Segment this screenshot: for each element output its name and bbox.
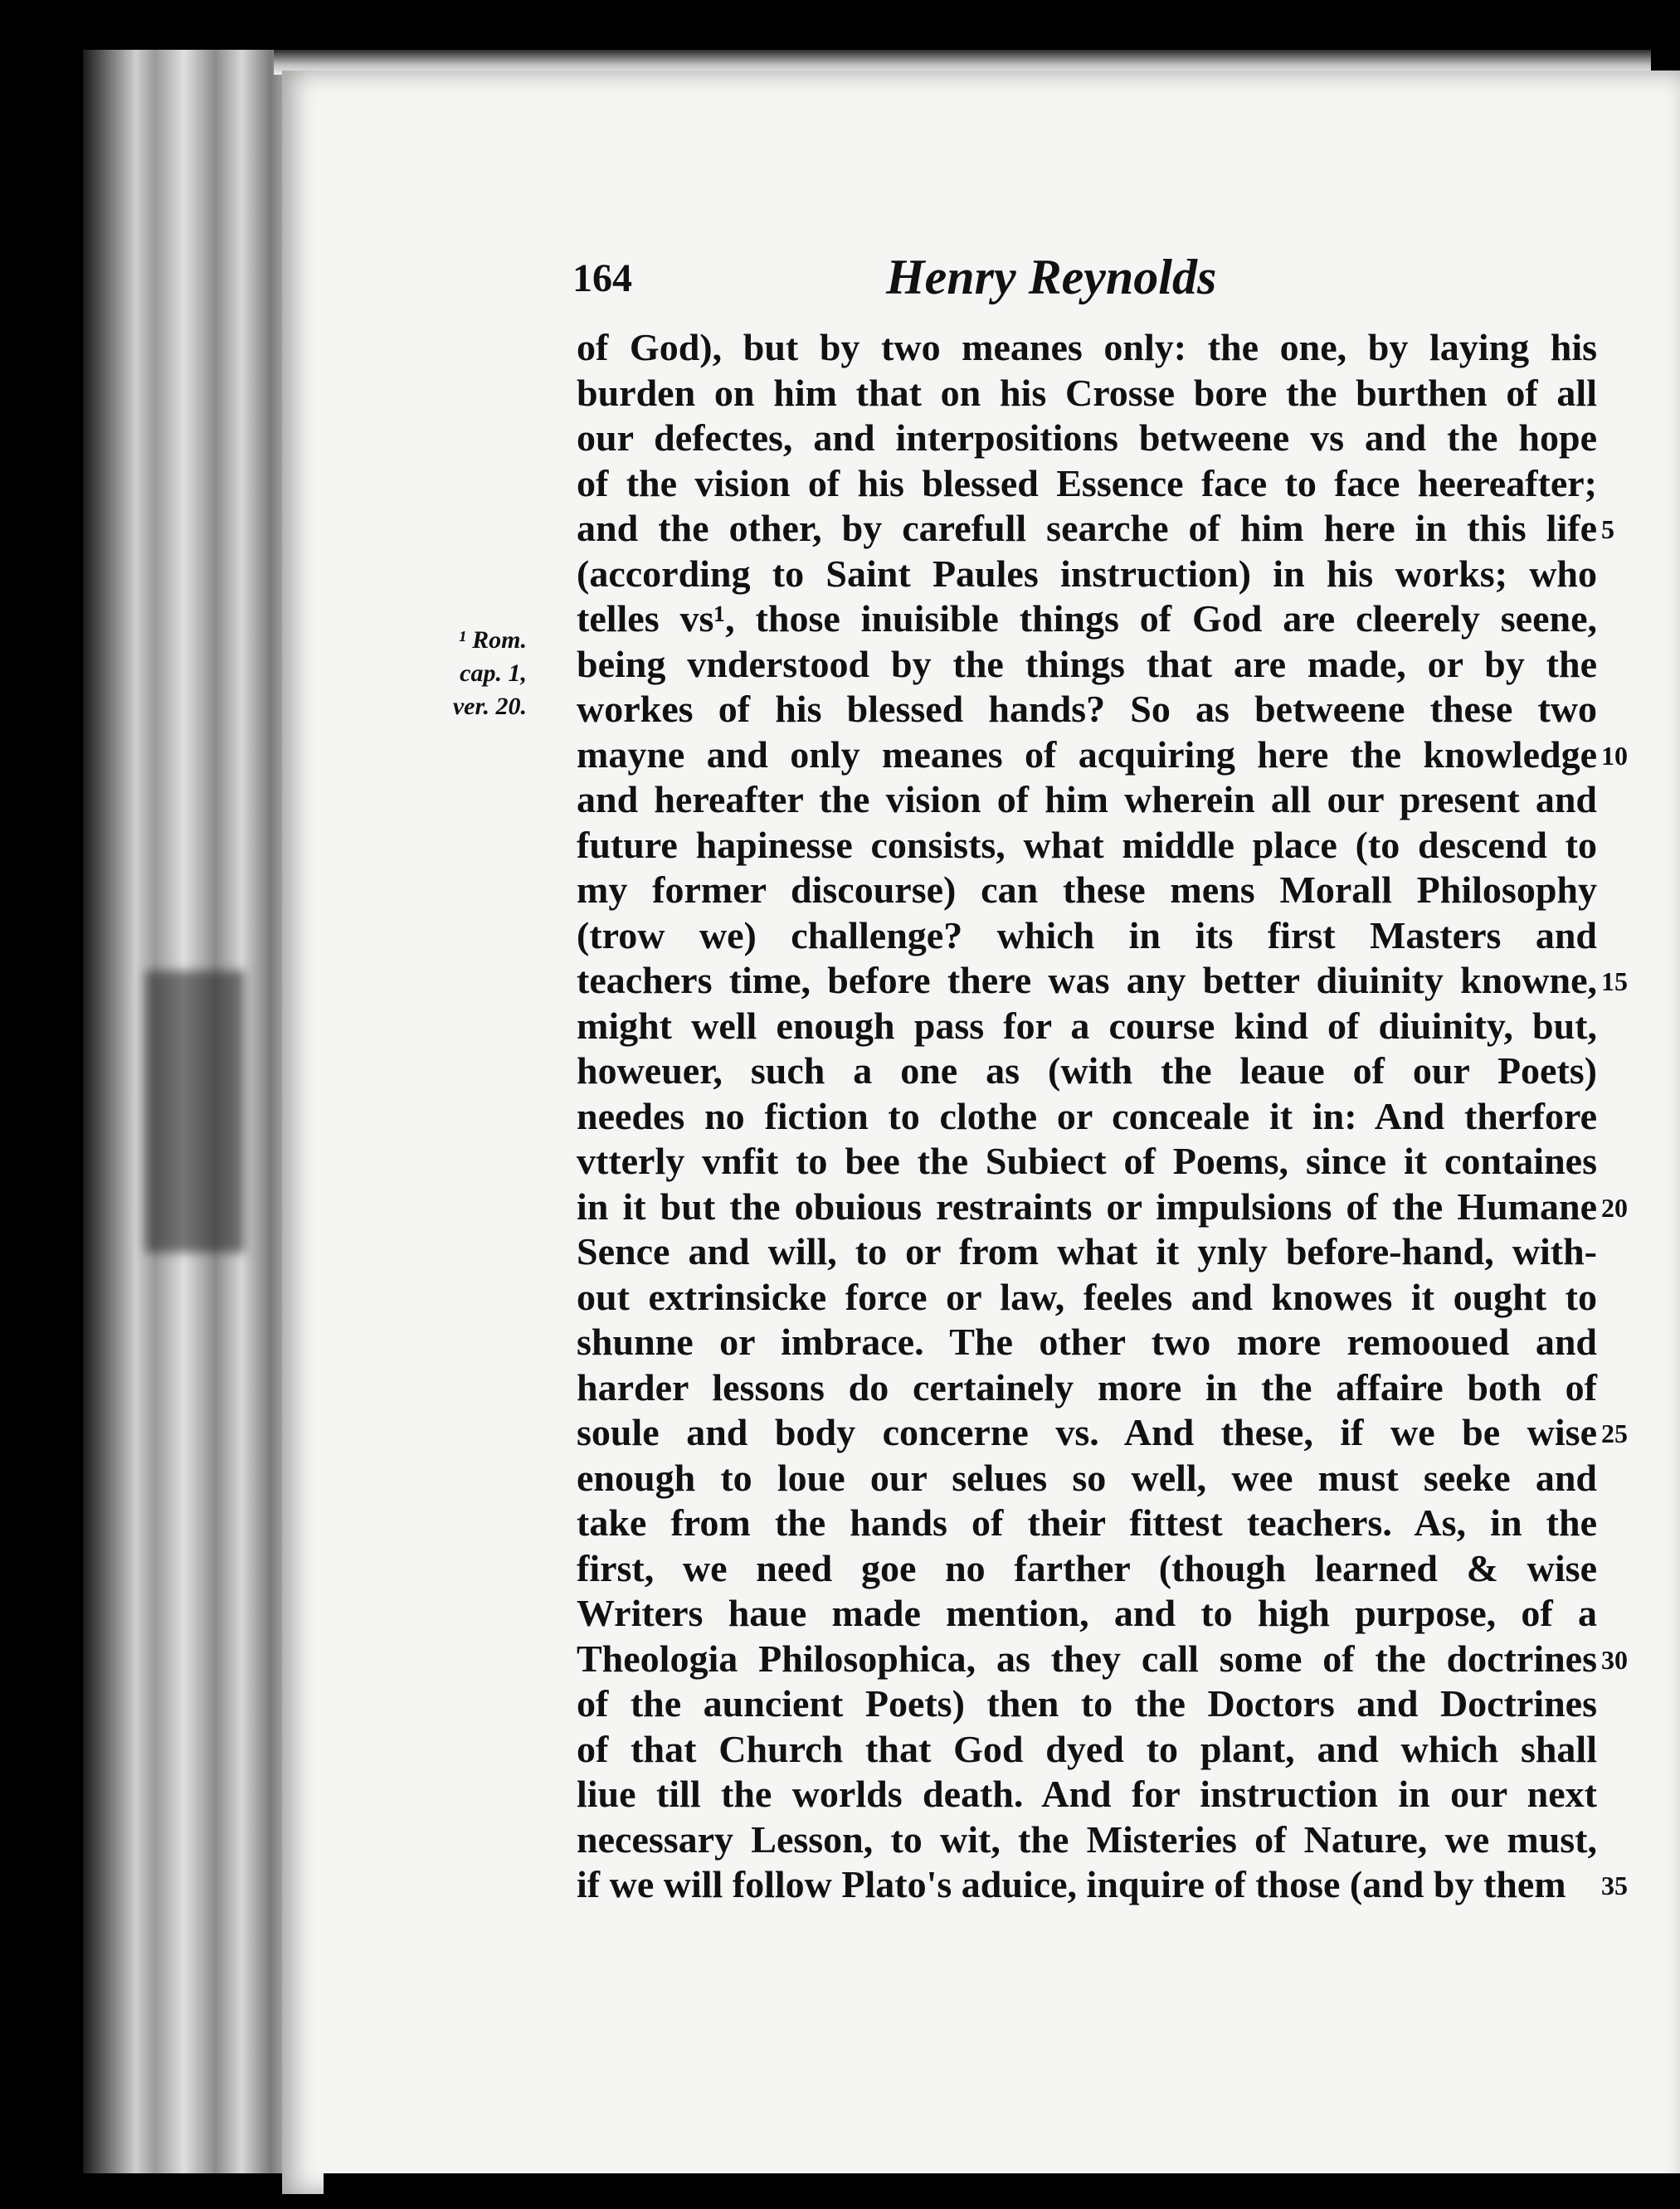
text-line: my former discourse) can these mens Morall Philosophy bbox=[577, 869, 1597, 911]
scan-border-bottom bbox=[324, 2173, 1680, 2209]
running-title: Henry Reynolds bbox=[886, 250, 1217, 304]
page-number: 164 bbox=[572, 256, 632, 300]
marginal-note-line: ver. 20. bbox=[452, 693, 527, 720]
text-line: might well enough pass for a course kind of diuinity, but, bbox=[577, 1004, 1597, 1047]
marginal-note-line: cap. 1, bbox=[460, 659, 527, 687]
line-number: 30 bbox=[1601, 1644, 1628, 1675]
line-number: 5 bbox=[1601, 514, 1614, 544]
text-line: and the other, by carefull searche of him here in this life bbox=[577, 507, 1597, 549]
text-line: Sence and will, to or from what it ynly before-hand, with- bbox=[577, 1230, 1597, 1272]
text-line: telles vs¹, those inuisible things of God are cleerely seene, bbox=[577, 597, 1597, 640]
text-line: burden on him that on his Crosse bore the burthen of all bbox=[577, 371, 1597, 414]
text-line: future hapinesse consists, what middle place (to descend to bbox=[577, 823, 1597, 866]
text-line: Theologia Philosophica, as they call some of the doctrines bbox=[577, 1637, 1597, 1680]
text-line: mayne and only meanes of acquiring here the knowledge bbox=[577, 732, 1597, 776]
line-number: 10 bbox=[1601, 740, 1628, 771]
text-line: enough to loue our selues so well, wee must seeke and bbox=[577, 1456, 1597, 1499]
text-line: shunne or imbrace. The other two more remooued and bbox=[577, 1321, 1597, 1363]
text-line: teachers time, before there was any better diuinity knowne, bbox=[577, 959, 1597, 1001]
text-line: of God), but by two meanes only: the one, by laying his bbox=[577, 326, 1597, 368]
text-line: Writers haue made mention, and to high purpose, of a bbox=[577, 1592, 1597, 1634]
text-line: in it but the obuious restraints or impulsions of the Humane bbox=[577, 1185, 1597, 1228]
text-line: out extrinsicke force or law, feeles and knowes it ought to bbox=[577, 1275, 1597, 1318]
running-head bbox=[572, 249, 1618, 315]
body-text bbox=[577, 325, 1597, 1908]
line-number: 35 bbox=[1601, 1871, 1628, 1900]
text-line: of the vision of his blessed Essence face to face heereafter; bbox=[577, 461, 1597, 504]
line-number: 25 bbox=[1601, 1418, 1628, 1448]
text-line: vtterly vnfit to bee the Subiect of Poems, since it containes bbox=[577, 1140, 1597, 1182]
text-line: soule and body concerne vs. And these, if we be wise bbox=[577, 1411, 1597, 1453]
text-line: first, we need goe no farther (though learned & wise bbox=[577, 1546, 1597, 1589]
text-line: workes of his blessed hands? So as betweene these two bbox=[577, 688, 1597, 730]
text-line: (trow we) challenge? which in its first Masters and bbox=[577, 913, 1597, 956]
line-number: 20 bbox=[1601, 1192, 1628, 1223]
text-line: needes no fiction to clothe or conceale it in: And therfore bbox=[577, 1094, 1597, 1137]
text-line: liue till the worlds death. And for instruction in our next bbox=[577, 1773, 1597, 1815]
line-number: 15 bbox=[1601, 966, 1628, 996]
text-line: of that Church that God dyed to plant, and which shall bbox=[577, 1727, 1597, 1770]
text-line: and hereafter the vision of him wherein all our present and bbox=[577, 778, 1597, 820]
text-line: howeuer, such a one as (with the leaue of our Poets) bbox=[577, 1049, 1597, 1092]
text-line: if we will follow Plato's aduice, inquire of those (and by them bbox=[577, 1863, 1566, 1905]
marginal-note bbox=[419, 624, 527, 723]
library-stamp bbox=[145, 971, 245, 1253]
text-line: (according to Saint Paules instruction) in his works; who bbox=[577, 552, 1597, 595]
text-line: harder lessons do certainely more in the affaire both of bbox=[577, 1365, 1597, 1409]
text-line: being vnderstood by the things that are made, or by the bbox=[577, 642, 1597, 685]
text-line: necessary Lesson, to wit, the Misteries of Nature, we must, bbox=[577, 1817, 1597, 1861]
text-line: our defectes, and interpositions betweene vs and the hope bbox=[577, 416, 1597, 459]
text-line: take from the hands of their fittest teachers. As, in the bbox=[577, 1501, 1597, 1544]
marginal-note-line: ¹ Rom. bbox=[458, 626, 527, 654]
text-line: of the auncient Poets) then to the Doctors and Doctrines bbox=[577, 1682, 1597, 1725]
